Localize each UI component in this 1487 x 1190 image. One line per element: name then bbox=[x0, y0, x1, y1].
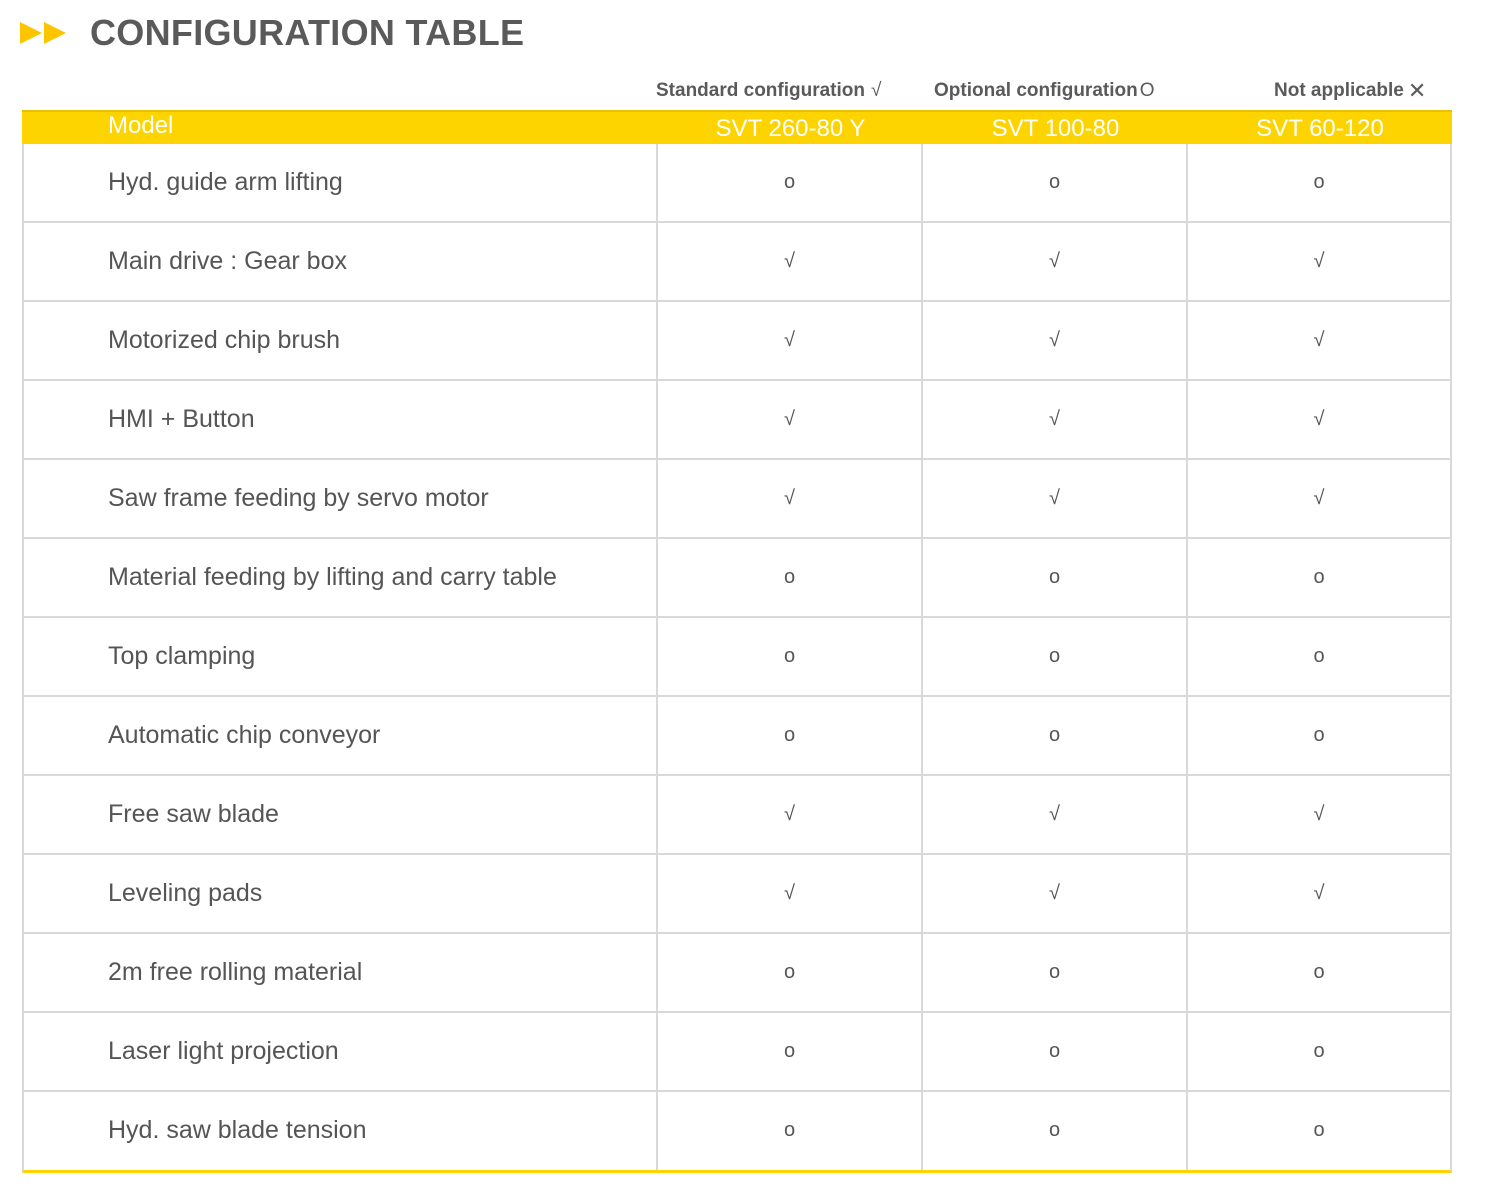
value-cell: √ bbox=[658, 776, 923, 853]
value-cell: √ bbox=[658, 223, 923, 300]
value-cell: √ bbox=[923, 302, 1188, 379]
value-cell: o bbox=[923, 697, 1188, 774]
feature-cell: Hyd. saw blade tension bbox=[24, 1092, 658, 1170]
value-cell: o bbox=[1313, 724, 1325, 746]
table-row bbox=[24, 618, 1450, 697]
configuration-table bbox=[22, 110, 1452, 1173]
table-row bbox=[24, 381, 1450, 460]
value-cell: o bbox=[658, 144, 923, 221]
legend-optional bbox=[934, 78, 1154, 104]
feature-cell: 2m free rolling material bbox=[24, 934, 658, 1011]
table-row bbox=[24, 776, 1450, 855]
value-cell: o bbox=[923, 934, 1188, 1011]
feature-cell: Free saw blade bbox=[24, 776, 658, 853]
value-cell: o bbox=[658, 618, 923, 695]
feature-cell: Material feeding by lifting and carry table bbox=[24, 539, 658, 616]
table-row bbox=[24, 144, 1450, 223]
cross-icon: ✕ bbox=[1407, 78, 1427, 103]
title-bar bbox=[20, 10, 524, 56]
table-row bbox=[24, 223, 1450, 302]
value-cell: √ bbox=[923, 855, 1188, 932]
feature-cell: Saw frame feeding by servo motor bbox=[24, 460, 658, 537]
value-cell: o bbox=[923, 1013, 1188, 1090]
value-cell: o bbox=[658, 539, 923, 616]
value-cell: o bbox=[923, 1092, 1188, 1170]
value-cell: √ bbox=[923, 381, 1188, 458]
table-row bbox=[24, 934, 1450, 1013]
check-icon: √ bbox=[871, 80, 882, 101]
value-cell: √ bbox=[1313, 487, 1325, 509]
feature-cell: Laser light projection bbox=[24, 1013, 658, 1090]
legend-not-applicable bbox=[1274, 78, 1426, 104]
value-cell: o bbox=[1313, 1040, 1325, 1062]
table-row bbox=[24, 1013, 1450, 1092]
value-cell: √ bbox=[658, 381, 923, 458]
table-row bbox=[24, 855, 1450, 934]
header-cell-model: Model bbox=[108, 112, 174, 139]
value-cell: √ bbox=[923, 223, 1188, 300]
value-cell: √ bbox=[1313, 408, 1325, 430]
feature-cell: Leveling pads bbox=[24, 855, 658, 932]
value-cell: √ bbox=[1313, 882, 1325, 904]
feature-cell: Automatic chip conveyor bbox=[24, 697, 658, 774]
value-cell: √ bbox=[923, 460, 1188, 537]
feature-cell: HMI + Button bbox=[24, 381, 658, 458]
feature-cell: Hyd. guide arm lifting bbox=[24, 144, 658, 221]
value-cell: √ bbox=[1313, 803, 1325, 825]
double-arrow-icon bbox=[20, 20, 68, 46]
value-cell: o bbox=[923, 539, 1188, 616]
value-cell: o bbox=[1313, 566, 1325, 588]
legend-optional-label: Optional configuration bbox=[934, 80, 1138, 101]
feature-cell: Main drive : Gear box bbox=[24, 223, 658, 300]
legend-standard-label: Standard configuration bbox=[656, 80, 865, 101]
header-cell-model-3: SVT 60-120 bbox=[1256, 115, 1384, 142]
header-cell-model-2: SVT 100-80 bbox=[991, 115, 1120, 142]
table-row bbox=[24, 539, 1450, 618]
value-cell: √ bbox=[658, 855, 923, 932]
value-cell: o bbox=[1313, 1119, 1325, 1141]
circle-icon: O bbox=[1139, 80, 1155, 101]
value-cell: o bbox=[658, 697, 923, 774]
value-cell: o bbox=[923, 618, 1188, 695]
value-cell: o bbox=[1313, 961, 1325, 983]
value-cell: o bbox=[658, 1013, 923, 1090]
value-cell: √ bbox=[658, 302, 923, 379]
table-row bbox=[24, 1092, 1450, 1170]
value-cell: o bbox=[658, 1092, 923, 1170]
legend-standard bbox=[656, 78, 881, 104]
value-cell: o bbox=[658, 934, 923, 1011]
value-cell: o bbox=[1313, 645, 1325, 667]
legend-not-applicable-label: Not applicable bbox=[1274, 80, 1404, 101]
value-cell: √ bbox=[1313, 329, 1325, 351]
table-header bbox=[22, 110, 1452, 144]
feature-cell: Motorized chip brush bbox=[24, 302, 658, 379]
value-cell: √ bbox=[1313, 250, 1325, 272]
value-cell: √ bbox=[923, 776, 1188, 853]
value-cell: o bbox=[1313, 171, 1325, 193]
feature-cell: Top clamping bbox=[24, 618, 658, 695]
value-cell: √ bbox=[658, 460, 923, 537]
table-row bbox=[24, 697, 1450, 776]
header-cell-model-1: SVT 260-80 Y bbox=[715, 115, 866, 142]
value-cell: o bbox=[923, 144, 1188, 221]
page-title: CONFIGURATION TABLE bbox=[90, 12, 525, 53]
table-row bbox=[24, 460, 1450, 539]
table-row bbox=[24, 302, 1450, 381]
table-body bbox=[22, 144, 1452, 1173]
